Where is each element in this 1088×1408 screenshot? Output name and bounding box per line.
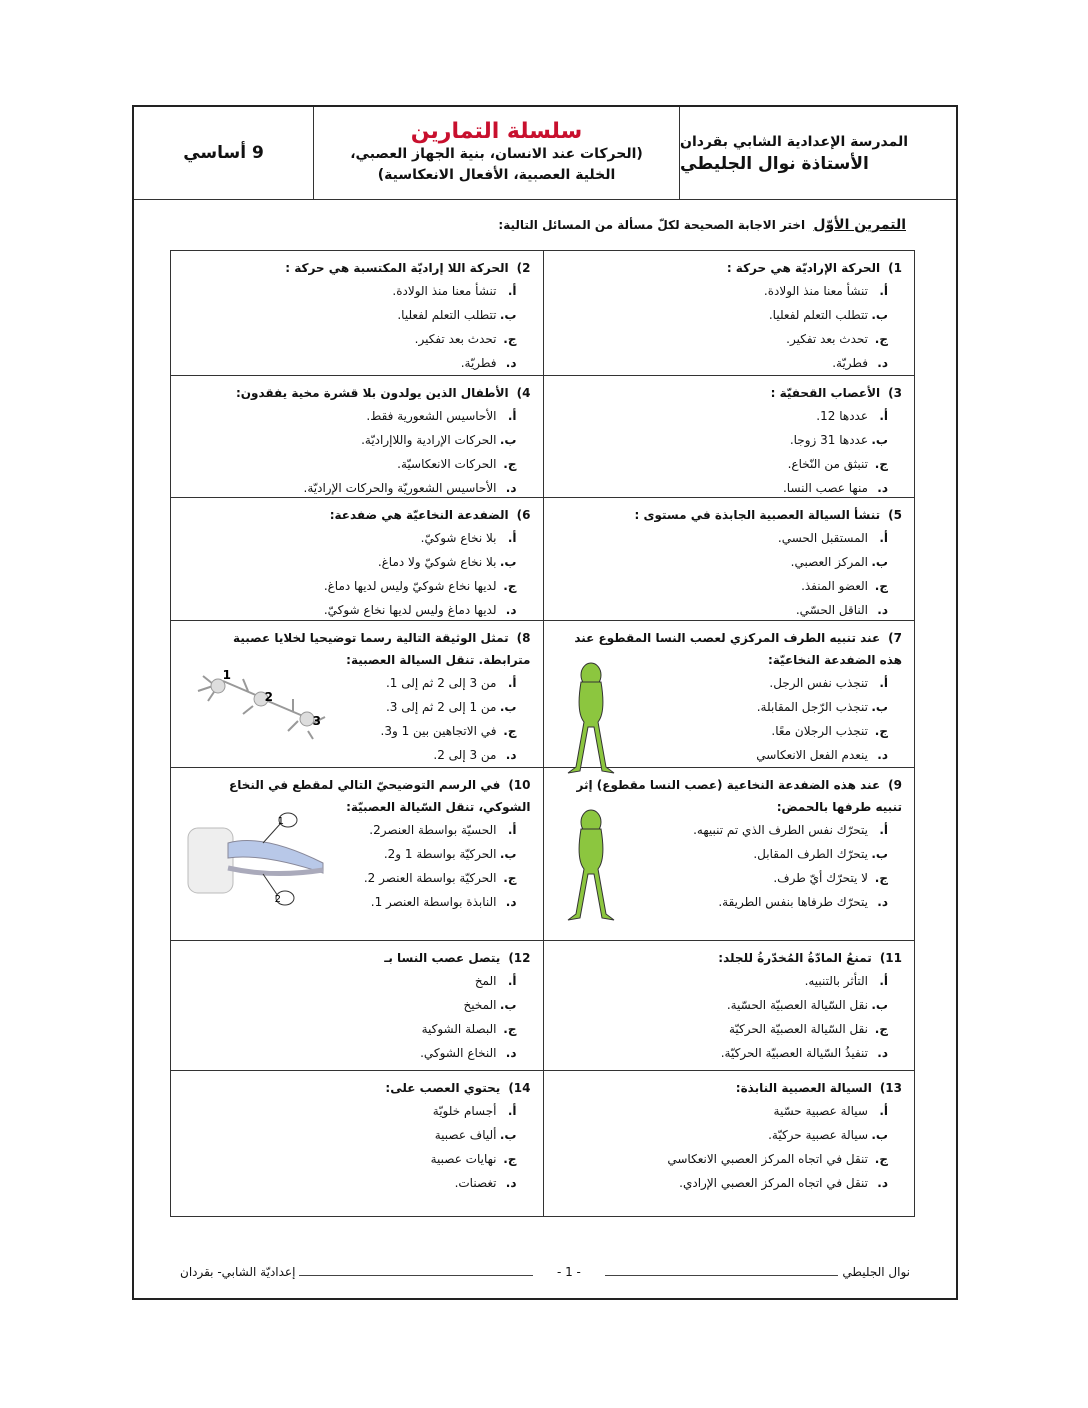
- option-letter: ج.: [874, 724, 888, 738]
- option-letter: د.: [505, 895, 517, 909]
- option-letter: ج.: [503, 332, 517, 346]
- answer-option[interactable]: [179, 327, 531, 351]
- option-text: تحدث بعد تفكير.: [786, 332, 868, 346]
- neuron-label: 1: [222, 668, 231, 682]
- option-letter: ج.: [874, 332, 888, 346]
- answer-option[interactable]: [179, 598, 531, 622]
- option-text: الحركات الانعكاسيّة.: [397, 457, 497, 471]
- option-text: نقل السّيالة العصبيّة الحركيّة: [729, 1022, 868, 1036]
- answer-option[interactable]: [179, 1099, 531, 1123]
- answer-option[interactable]: [179, 1123, 531, 1147]
- option-letter: ب.: [499, 700, 517, 714]
- question-10: [171, 768, 543, 940]
- question-5: [543, 498, 915, 620]
- option-text: تنشأ معنا منذ الولادة.: [763, 284, 868, 298]
- option-text: عددها 12.: [816, 409, 868, 423]
- table-row: [171, 621, 914, 768]
- question-13: [543, 1071, 915, 1216]
- option-letter: أ.: [879, 974, 888, 988]
- question-text: [552, 1077, 903, 1099]
- answer-option[interactable]: [179, 428, 531, 452]
- answer-option[interactable]: [552, 428, 903, 452]
- option-letter: د.: [505, 1046, 517, 1060]
- question-text: [179, 1077, 531, 1099]
- answer-option[interactable]: [552, 574, 903, 598]
- answer-option[interactable]: [552, 279, 903, 303]
- question-text: [552, 257, 903, 279]
- answer-option[interactable]: [179, 526, 531, 550]
- answer-option[interactable]: [552, 1041, 903, 1065]
- option-text: من 1 إلى 2 ثم إلى 3.: [385, 700, 497, 714]
- answer-option[interactable]: [179, 969, 531, 993]
- option-text: تنشأ معنا منذ الولادة.: [392, 284, 497, 298]
- answer-option[interactable]: [552, 1017, 903, 1041]
- option-text: منها عصب النسا.: [782, 481, 868, 495]
- option-letter: د.: [877, 356, 888, 370]
- question-stem: الأطفال الذين يولدون بلا قشرة مخية يفقدون:: [235, 386, 509, 400]
- question-stem: الأعصاب القحفيّة :: [770, 386, 881, 400]
- option-text: تحدث بعد تفكير.: [414, 332, 497, 346]
- option-text: المخيخ: [463, 998, 497, 1012]
- option-text: الناقل الحسّي.: [795, 603, 868, 617]
- footer-teacher: نوال الجليطي: [842, 1265, 910, 1279]
- question-number: 13): [879, 1081, 902, 1095]
- option-text: سيالة عصبية حسّية: [773, 1104, 868, 1118]
- table-row: [171, 768, 914, 941]
- option-letter: ج.: [503, 1022, 517, 1036]
- instruction: [498, 217, 906, 233]
- option-letter: ب.: [499, 1128, 517, 1142]
- option-text: ألياف عصبية: [434, 1128, 497, 1142]
- answer-option[interactable]: [552, 993, 903, 1017]
- series-title: سلسلة التمارين: [410, 118, 583, 144]
- option-text: لديها نخاع شوكيّ وليس لديها دماغ.: [323, 579, 497, 593]
- question-text: [552, 947, 903, 969]
- question-stem: تنشأ السيالة العصبية الجابذة في مستوى :: [634, 508, 881, 522]
- question-2: [171, 251, 543, 375]
- option-letter: د.: [505, 603, 517, 617]
- question-stem: عند تنبيه الطرف المركزي لعصب النسا المقطوع عند هذه الضفدعة النخاعيّة:: [574, 631, 902, 667]
- option-text: تنجذب الرّجل المقابلة.: [756, 700, 868, 714]
- option-letter: أ.: [507, 531, 517, 545]
- answer-option[interactable]: [552, 351, 903, 375]
- option-letter: د.: [505, 1176, 517, 1190]
- answer-option[interactable]: [179, 476, 531, 500]
- option-text: ينعدم الفعل الانعكاسي: [756, 748, 868, 762]
- option-text: تنقل في اتجاه المركز العصبي الإرادي.: [679, 1176, 868, 1190]
- question-text: [179, 257, 531, 279]
- table-row: [171, 376, 914, 498]
- answer-option[interactable]: [552, 1123, 903, 1147]
- answer-option[interactable]: [179, 550, 531, 574]
- option-letter: أ.: [879, 1104, 888, 1118]
- instruction-text: اختر الاجابة الصحيحة لكلّ مسألة من المسائل التالية:: [498, 218, 806, 232]
- questions-table: [170, 250, 915, 1217]
- option-text: في الاتجاهين بين 1 و3.: [380, 724, 497, 738]
- question-stem: تمنعُ المادّةُ المُخدّرةُ للجلد:: [718, 951, 872, 965]
- question-text: [179, 504, 531, 526]
- option-text: سيالة عصبية حركيّة.: [768, 1128, 868, 1142]
- option-letter: أ.: [879, 531, 888, 545]
- option-text: بلا نخاع شوكيّ.: [420, 531, 497, 545]
- option-letter: ب.: [871, 1128, 888, 1142]
- question-number: 2): [516, 261, 531, 275]
- option-letter: أ.: [879, 409, 888, 423]
- option-letter: ج.: [503, 871, 517, 885]
- option-letter: ج.: [503, 579, 517, 593]
- element-label: 1: [277, 816, 284, 827]
- question-stem: يحتوي العصب على:: [385, 1081, 501, 1095]
- answer-option[interactable]: [552, 327, 903, 351]
- answer-option[interactable]: [179, 1041, 531, 1065]
- option-letter: ج.: [874, 579, 888, 593]
- option-text: تنقل في اتجاه المركز العصبي الانعكاسي: [667, 1152, 868, 1166]
- title-block: [314, 107, 680, 199]
- option-text: من 3 إلى 2.: [433, 748, 497, 762]
- header: [134, 107, 956, 200]
- footer: [180, 1265, 910, 1279]
- question-9: [543, 768, 915, 940]
- question-7: [543, 621, 915, 767]
- option-letter: ب.: [871, 998, 888, 1012]
- answer-option[interactable]: [552, 969, 903, 993]
- answer-option[interactable]: [552, 1171, 903, 1195]
- option-letter: أ.: [507, 409, 517, 423]
- option-text: الأحاسيس الشعورية فقط.: [366, 409, 497, 423]
- question-number: 7): [888, 631, 902, 645]
- option-text: نهايات عصبية: [430, 1152, 497, 1166]
- question-stem: الضفدعة النخاعيّة هي ضفدعة:: [329, 508, 509, 522]
- question-stem: تمثل الوثيقة التالية رسما توضيحيا لخلايا عصبية مترابطة. تنقل السيالة العصبية:: [233, 631, 531, 667]
- element-label: 2: [274, 894, 281, 905]
- frog-image: [556, 657, 626, 777]
- question-4: [171, 376, 543, 497]
- question-text: [179, 947, 531, 969]
- answer-option[interactable]: [552, 1099, 903, 1123]
- option-text: من 3 إلى 2 ثم إلى 1.: [385, 676, 497, 690]
- option-letter: أ.: [507, 1104, 517, 1118]
- option-letter: ب.: [499, 555, 517, 569]
- option-letter: ب.: [871, 433, 888, 447]
- question-text: [552, 504, 903, 526]
- answer-option[interactable]: [552, 598, 903, 622]
- option-text: فطريّة.: [460, 356, 497, 370]
- grade: 9 أساسي: [134, 107, 314, 199]
- option-text: الأحاسيس الشعوريّة والحركات الإراديّة.: [303, 481, 497, 495]
- option-text: المركز العصبي.: [790, 555, 868, 569]
- answer-option[interactable]: [552, 1147, 903, 1171]
- option-letter: ج.: [503, 1152, 517, 1166]
- option-letter: د.: [877, 748, 888, 762]
- teacher-name: الأستاذة نوال الجليطي: [680, 154, 869, 174]
- question-1: [543, 251, 915, 375]
- option-letter: ب.: [871, 555, 888, 569]
- option-text: النخاع الشوكي.: [420, 1046, 497, 1060]
- answer-option[interactable]: [179, 993, 531, 1017]
- question-8: [171, 621, 543, 767]
- neuron-label: 3: [312, 714, 321, 728]
- table-row: [171, 1071, 914, 1216]
- option-letter: ج.: [503, 724, 517, 738]
- answer-option[interactable]: [179, 574, 531, 598]
- answer-option[interactable]: [179, 351, 531, 375]
- question-number: 8): [516, 631, 531, 645]
- option-letter: أ.: [879, 676, 888, 690]
- illustration: [183, 808, 333, 911]
- option-text: الحسيّة بواسطة العنصر2.: [369, 823, 497, 837]
- answer-option[interactable]: [552, 526, 903, 550]
- illustration: [556, 804, 626, 927]
- question-number: 6): [516, 508, 531, 522]
- option-text: تنبثق من النّخاع.: [787, 457, 868, 471]
- neurons-diagram: [183, 661, 353, 741]
- option-text: التأثر بالتنبيه.: [804, 974, 868, 988]
- answer-option[interactable]: [552, 550, 903, 574]
- question-number: 3): [888, 386, 902, 400]
- table-row: [171, 941, 914, 1071]
- option-letter: د.: [877, 481, 888, 495]
- option-text: تنجذب الرجلان معًا.: [771, 724, 868, 738]
- question-stem: الحركة الإراديّة هي حركة :: [726, 261, 881, 275]
- option-letter: د.: [877, 1176, 888, 1190]
- answer-option[interactable]: [179, 452, 531, 476]
- table-row: [171, 498, 914, 621]
- option-text: المستقبل الحسي.: [777, 531, 868, 545]
- question-6: [171, 498, 543, 620]
- option-letter: د.: [505, 356, 517, 370]
- option-letter: ب.: [499, 847, 517, 861]
- option-letter: ب.: [871, 700, 888, 714]
- option-text: أجسام خلويّة: [432, 1104, 497, 1118]
- subtitle-line1: (الحركات عند الانسان، بنية الجهاز العصبي،: [350, 145, 643, 162]
- option-text: يتحرّك طرفاها بنفس الطريقة.: [718, 895, 868, 909]
- option-text: يتحرّك الطرف المقابل.: [753, 847, 868, 861]
- option-letter: د.: [505, 481, 517, 495]
- answer-option[interactable]: [179, 404, 531, 428]
- exercise-label: التمرين الأوّل: [813, 217, 906, 233]
- option-text: تغصنات.: [454, 1176, 497, 1190]
- frog-image: [556, 804, 626, 924]
- option-letter: ب.: [871, 308, 888, 322]
- question-14: [171, 1071, 543, 1216]
- option-letter: ج.: [874, 457, 888, 471]
- option-text: تنفيذُ السّيالة العصبيّة الحركيّة.: [720, 1046, 868, 1060]
- answer-option[interactable]: [179, 1147, 531, 1171]
- option-letter: ب.: [499, 308, 517, 322]
- school-block: [680, 107, 956, 199]
- question-3: [543, 376, 915, 497]
- table-row: [171, 251, 914, 376]
- answer-option[interactable]: [552, 303, 903, 327]
- option-text: عددها 31 زوجا.: [789, 433, 868, 447]
- footer-line: [299, 1275, 533, 1276]
- option-letter: ج.: [874, 1152, 888, 1166]
- option-letter: ب.: [499, 998, 517, 1012]
- option-text: النابذة بواسطة العنصر 1.: [370, 895, 497, 909]
- answer-option[interactable]: [179, 1171, 531, 1195]
- footer-school: إعداديّة الشابي- بقردان: [180, 1265, 296, 1279]
- answer-option[interactable]: [179, 743, 531, 767]
- answer-option[interactable]: [552, 404, 903, 428]
- option-text: لا يتحرّك أيّ طرف.: [773, 871, 868, 885]
- question-stem: الحركة اللا إراديّة المكتسبة هي حركة :: [285, 261, 509, 275]
- answer-option[interactable]: [179, 279, 531, 303]
- option-letter: د.: [877, 895, 888, 909]
- option-text: الحركيّة بواسطة العنصر 2.: [363, 871, 497, 885]
- option-letter: أ.: [879, 284, 888, 298]
- question-12: [171, 941, 543, 1070]
- question-number: 10): [508, 778, 531, 792]
- question-stem: السيالة العصبية النابذة:: [735, 1081, 872, 1095]
- option-letter: ج.: [874, 1022, 888, 1036]
- question-11: [543, 941, 915, 1070]
- question-number: 9): [888, 778, 902, 792]
- question-number: 12): [508, 951, 531, 965]
- footer-line: [605, 1275, 839, 1276]
- option-text: تنجذب نفس الرجل.: [769, 676, 868, 690]
- option-letter: أ.: [507, 284, 517, 298]
- option-text: الحركيّة بواسطة 1 و2.: [383, 847, 497, 861]
- answer-option[interactable]: [552, 476, 903, 500]
- option-letter: د.: [505, 748, 517, 762]
- illustration: [183, 661, 353, 744]
- option-letter: ج.: [874, 871, 888, 885]
- question-number: 14): [508, 1081, 531, 1095]
- option-letter: أ.: [507, 676, 517, 690]
- answer-option[interactable]: [179, 303, 531, 327]
- illustration: [556, 657, 626, 780]
- option-text: البصلة الشوكية: [421, 1022, 497, 1036]
- spinal-cord-diagram: [183, 808, 333, 908]
- option-letter: ب.: [871, 847, 888, 861]
- option-text: الحركات الإرادية واللاإراديّة.: [361, 433, 497, 447]
- page-number: - 1 -: [556, 1265, 581, 1279]
- question-number: 1): [888, 261, 902, 275]
- option-text: لديها دماغ وليس لديها نخاع شوكيّ.: [323, 603, 497, 617]
- option-text: يتحرّك نفس الطرف الذي تم تنبيهه.: [693, 823, 868, 837]
- question-number: 4): [516, 386, 531, 400]
- question-stem: يتصل عصب النسا بـ: [384, 951, 501, 965]
- option-text: تتطلب التعلم لفعليا.: [768, 308, 868, 322]
- question-stem: في الرسم التوضيحيّ التالي لمقطع في النخاع الشوكي، تنقل السّيالة العصبيّة:: [229, 778, 531, 814]
- neuron-label: 2: [264, 690, 273, 704]
- option-letter: د.: [877, 603, 888, 617]
- question-stem: عند هذه الضفدعة النخاعية (عصب النسا مقطوع) إثر تنبيه طرفها بالحمض:: [576, 778, 902, 814]
- option-text: نقل السّيالة العصبيّة الحسّية.: [726, 998, 868, 1012]
- answer-option[interactable]: [179, 1017, 531, 1041]
- question-number: 5): [888, 508, 902, 522]
- option-text: العضو المنفذ.: [801, 579, 868, 593]
- option-letter: ج.: [503, 457, 517, 471]
- question-text: [552, 382, 903, 404]
- option-letter: أ.: [507, 974, 517, 988]
- option-text: بلا نخاع شوكيّ ولا دماغ.: [377, 555, 497, 569]
- option-letter: أ.: [879, 823, 888, 837]
- question-text: [179, 382, 531, 404]
- school-name: المدرسة الإعدادية الشابي بقردان: [680, 134, 909, 150]
- option-letter: د.: [877, 1046, 888, 1060]
- option-text: المخ: [474, 974, 497, 988]
- option-letter: أ.: [507, 823, 517, 837]
- answer-option[interactable]: [552, 452, 903, 476]
- option-text: تتطلب التعلم لفعليا.: [397, 308, 497, 322]
- option-text: فطريّة.: [832, 356, 868, 370]
- subtitle-line2: الخلية العصبية، الأفعال الانعكاسية): [377, 166, 616, 183]
- option-letter: ب.: [499, 433, 517, 447]
- question-number: 11): [879, 951, 902, 965]
